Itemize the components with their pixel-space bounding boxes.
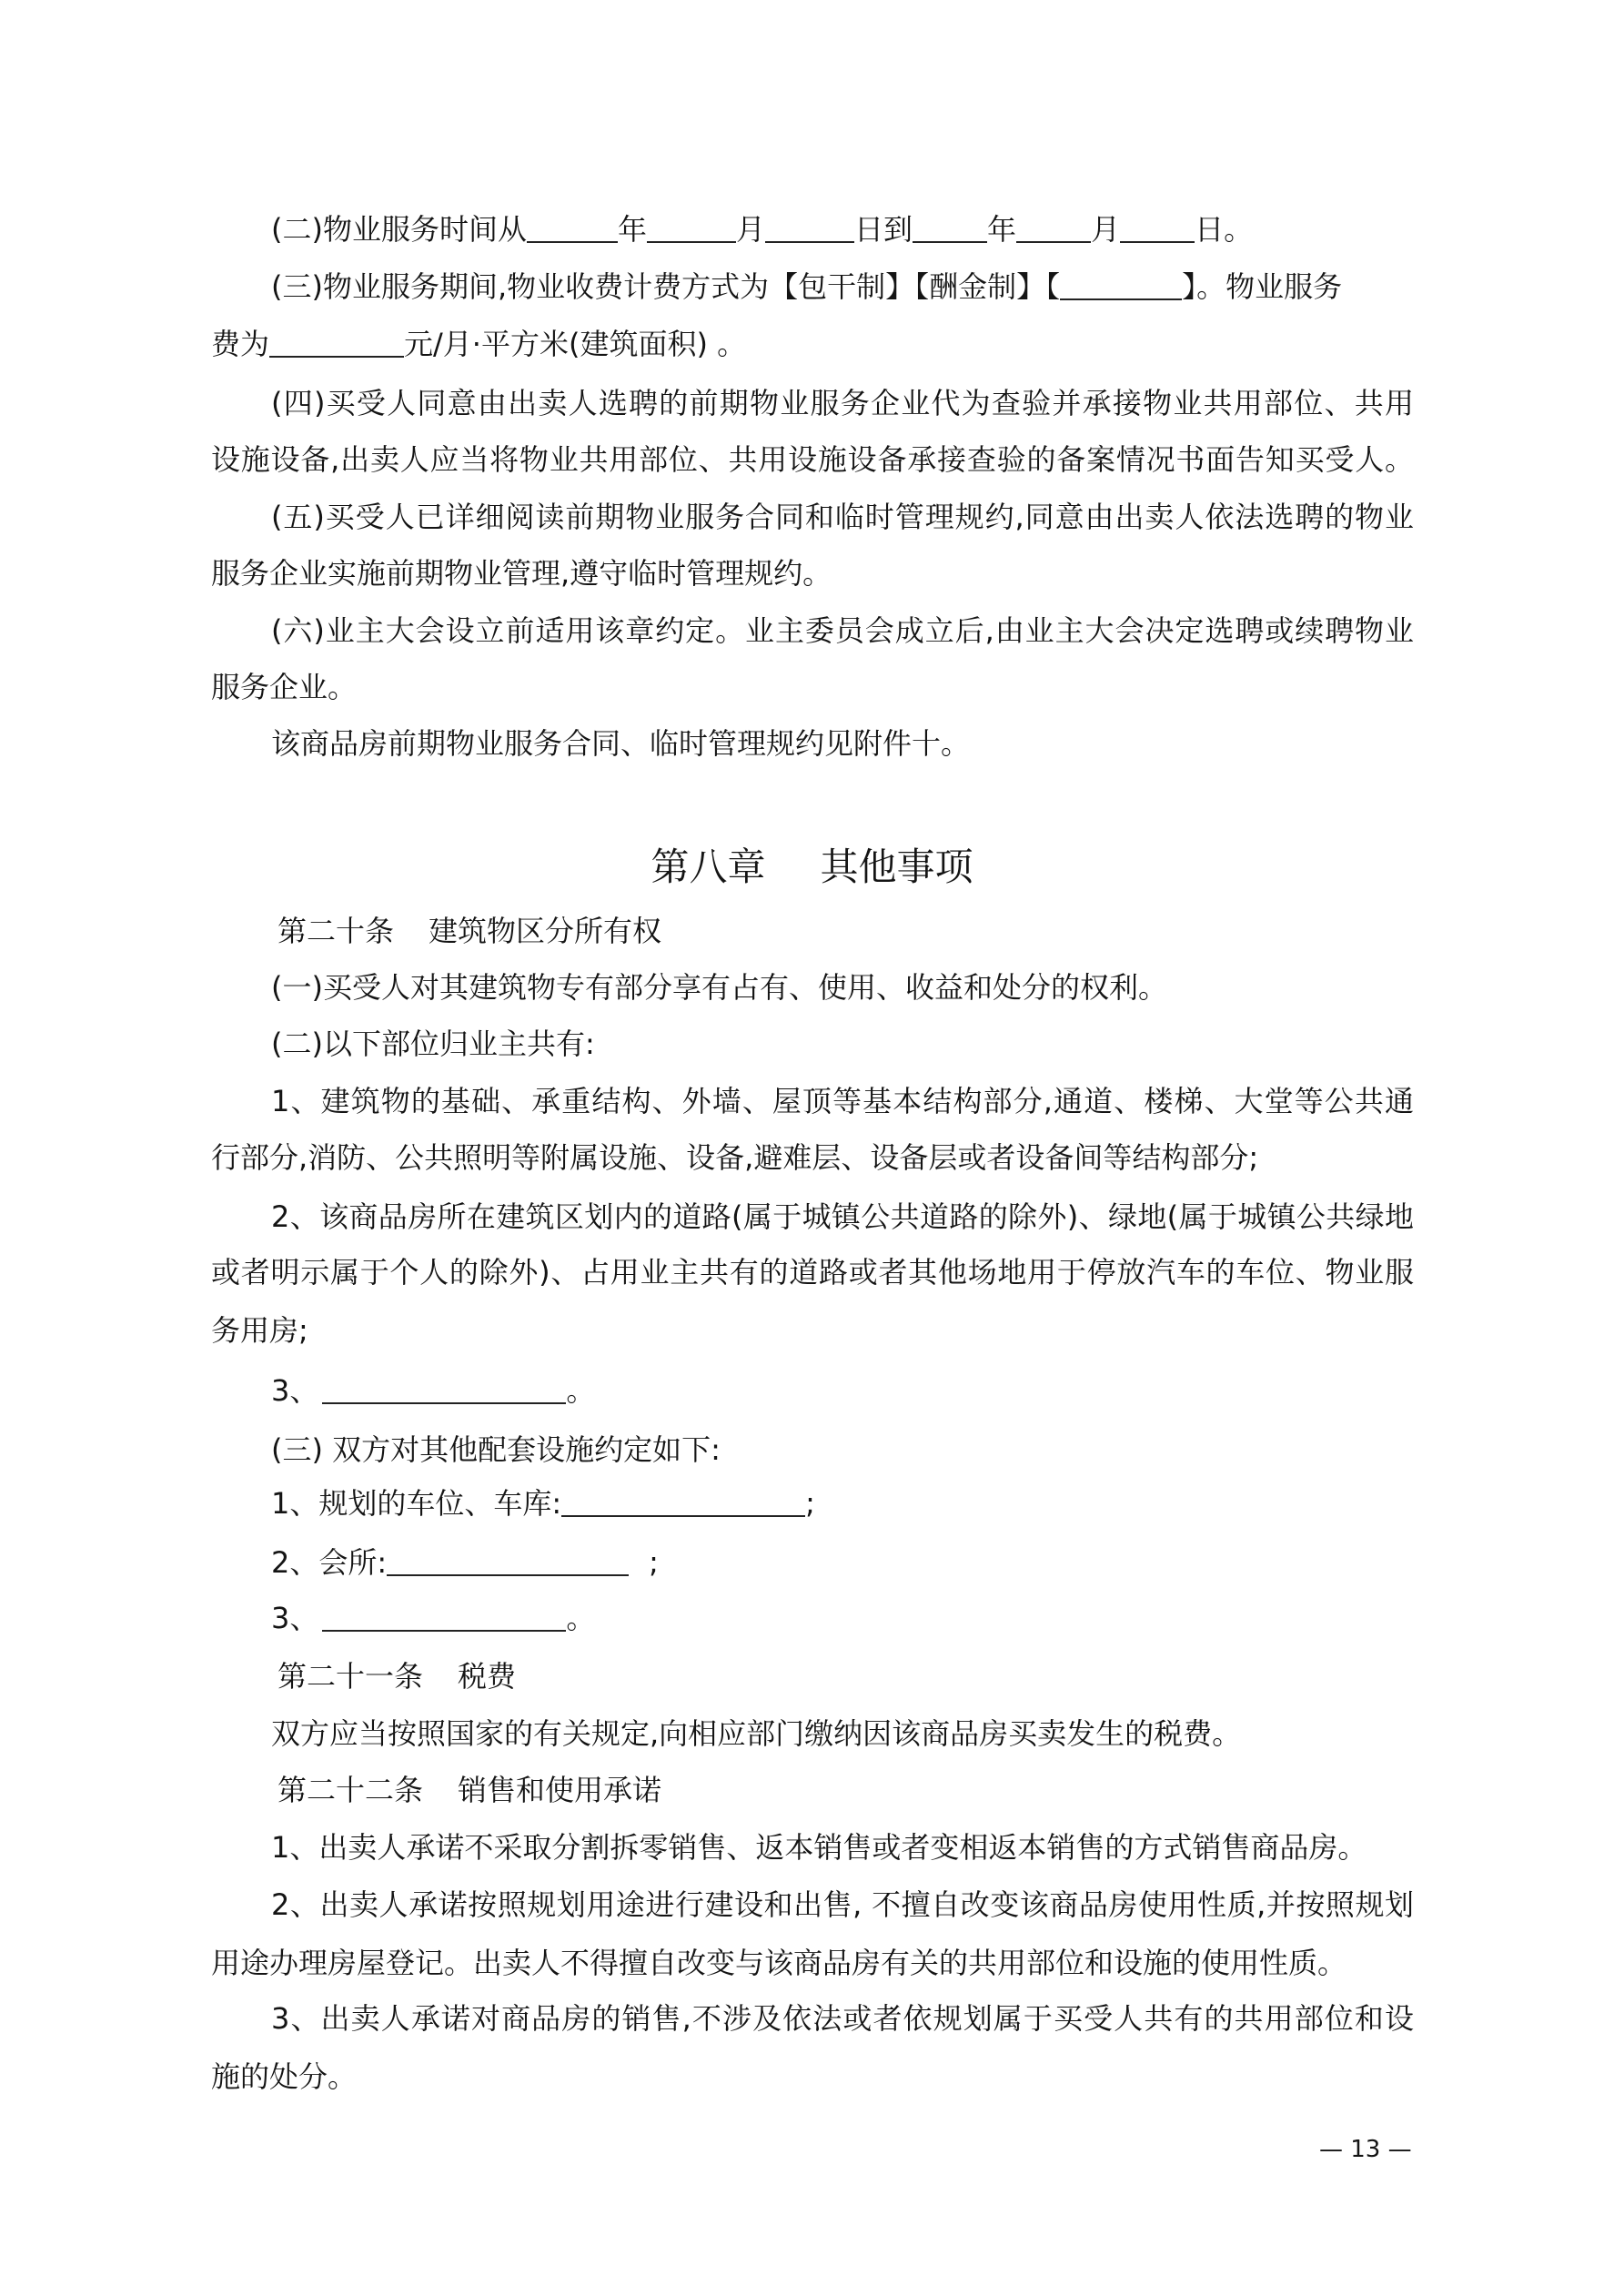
chapter-number: 第八章 [651, 845, 766, 889]
article-22-item-3-line-2: 施的处分。 [211, 2059, 358, 2094]
paragraph-5-line-2: 服务企业实施前期物业管理,遵守临时管理规约。 [211, 556, 832, 591]
facility-clubhouse-blank[interactable] [387, 1547, 629, 1576]
paragraph-4-line-2: 设施设备,出卖人应当将物业共用部位、共用设施设备承接查验的备案情况书面告知买受人。 [211, 442, 1414, 477]
chapter-title [0, 845, 1624, 890]
article-20-item-2: (二)以下部位归业主共有: [271, 1027, 595, 1061]
common-parts-3-line [271, 1372, 1414, 1409]
facility-parking-line [271, 1485, 1414, 1522]
article-21-heading [277, 1658, 1480, 1694]
facility-other-line [271, 1600, 1414, 1636]
fee-amount-unit: 元/月·平方米(建筑面积) 。 [404, 327, 747, 361]
month-label: 月 [1091, 212, 1121, 247]
article-21-body: 双方应当按照国家的有关规定,向相应部门缴纳因该商品房买卖发生的税费。 [271, 1716, 1242, 1751]
facility-parking-label: 1、规划的车位、车库: [271, 1486, 562, 1521]
page-number: — 13 — [1319, 2136, 1412, 2163]
common-parts-1-line-2: 行部分,消防、公共照明等附属设施、设备,避难层、设备层或者设备间等结构部分; [211, 1140, 1259, 1175]
semicolon: ; [805, 1486, 815, 1521]
article-22-heading [277, 1772, 1480, 1808]
article-title: 销售和使用承诺 [458, 1773, 662, 1807]
paragraph-6-line-1: (六)业主大会设立前适用该章约定。业主委员会成立后,由业主大会决定选聘或续聘物业 [271, 613, 1414, 648]
year-label: 年 [617, 212, 647, 247]
month-label: 月 [736, 212, 766, 247]
day-to-label: 日到 [854, 212, 913, 247]
end-month-blank[interactable] [1016, 214, 1091, 243]
article-number: 第二十一条 [277, 1659, 424, 1694]
fee-method-text: (三)物业服务期间,物业收费计费方式为【包干制】【酬金制】【 [271, 269, 1061, 304]
fee-amount-line [211, 326, 1414, 362]
end-year-blank[interactable] [913, 214, 987, 243]
start-day-blank[interactable] [765, 214, 854, 243]
fee-method-suffix: 】。物业服务 [1182, 269, 1343, 304]
fee-amount-label: 费为 [211, 327, 270, 361]
article-22-item-2-line-2: 用途办理房屋登记。出卖人不得擅自改变与该商品房有关的共用部位和设施的使用性质。 [211, 1946, 1347, 1980]
article-number: 第二十条 [277, 914, 395, 948]
year-label: 年 [987, 212, 1017, 247]
common-parts-2-line-3: 务用房; [211, 1313, 308, 1348]
fee-amount-blank[interactable] [269, 329, 404, 358]
service-period-label: (二)物业服务时间从 [271, 212, 527, 247]
item-number: 3、 [271, 1601, 319, 1635]
article-20-item-3: (三) 双方对其他配套设施约定如下: [271, 1432, 721, 1467]
article-20-heading [277, 913, 1480, 949]
article-22-item-2-line-1: 2、出卖人承诺按照规划用途进行建设和出售, 不擅自改变该商品房使用性质,并按照规划 [271, 1887, 1414, 1922]
fee-method-line [271, 268, 1414, 305]
item-number: 3、 [271, 1373, 319, 1408]
chapter-name: 其他事项 [820, 845, 973, 889]
article-20-item-1: (一)买受人对其建筑物专有部分享有占有、使用、收益和处分的权利。 [271, 970, 1167, 1005]
day-label: 日。 [1195, 212, 1254, 247]
period: 。 [566, 1601, 596, 1635]
facility-other-blank[interactable] [322, 1603, 566, 1632]
semicolon: ; [649, 1545, 659, 1580]
end-day-blank[interactable] [1120, 214, 1195, 243]
paragraph-5-line-1: (五)买受人已详细阅读前期物业服务合同和临时管理规约,同意由出卖人依法选聘的物业 [271, 500, 1414, 534]
article-title: 建筑物区分所有权 [429, 914, 662, 948]
article-number: 第二十二条 [277, 1773, 424, 1807]
fee-method-other-blank[interactable] [1060, 271, 1182, 300]
article-title: 税费 [458, 1659, 517, 1694]
paragraph-6-line-2: 服务企业。 [211, 670, 358, 704]
facility-clubhouse-label: 2、会所: [271, 1545, 388, 1580]
article-22-item-1: 1、出卖人承诺不采取分割拆零销售、返本销售或者变相返本销售的方式销售商品房。 [271, 1830, 1367, 1865]
start-month-blank[interactable] [647, 214, 736, 243]
common-parts-2-line-2: 或者明示属于个人的除外)、占用业主共有的道路或者其他场地用于停放汽车的车位、物业服 [211, 1255, 1414, 1290]
service-period-line [271, 211, 1414, 248]
annex-reference: 该商品房前期物业服务合同、临时管理规约见附件十。 [271, 726, 971, 761]
common-parts-1-line-1: 1、建筑物的基础、承重结构、外墙、屋顶等基本结构部分,通道、楼梯、大堂等公共通 [271, 1084, 1414, 1118]
common-parts-2-line-1: 2、该商品房所在建筑区划内的道路(属于城镇公共道路的除外)、绿地(属于城镇公共绿地 [271, 1199, 1414, 1234]
start-year-blank[interactable] [527, 214, 618, 243]
facility-clubhouse-line [271, 1544, 1414, 1581]
facility-parking-blank[interactable] [561, 1488, 805, 1517]
common-parts-3-blank[interactable] [322, 1375, 566, 1404]
paragraph-4-line-1: (四)买受人同意由出卖人选聘的前期物业服务企业代为查验并承接物业共用部位、共用 [271, 386, 1414, 420]
article-22-item-3-line-1: 3、出卖人承诺对商品房的销售,不涉及依法或者依规划属于买受人共有的共用部位和设 [271, 2001, 1414, 2036]
period: 。 [566, 1373, 596, 1408]
